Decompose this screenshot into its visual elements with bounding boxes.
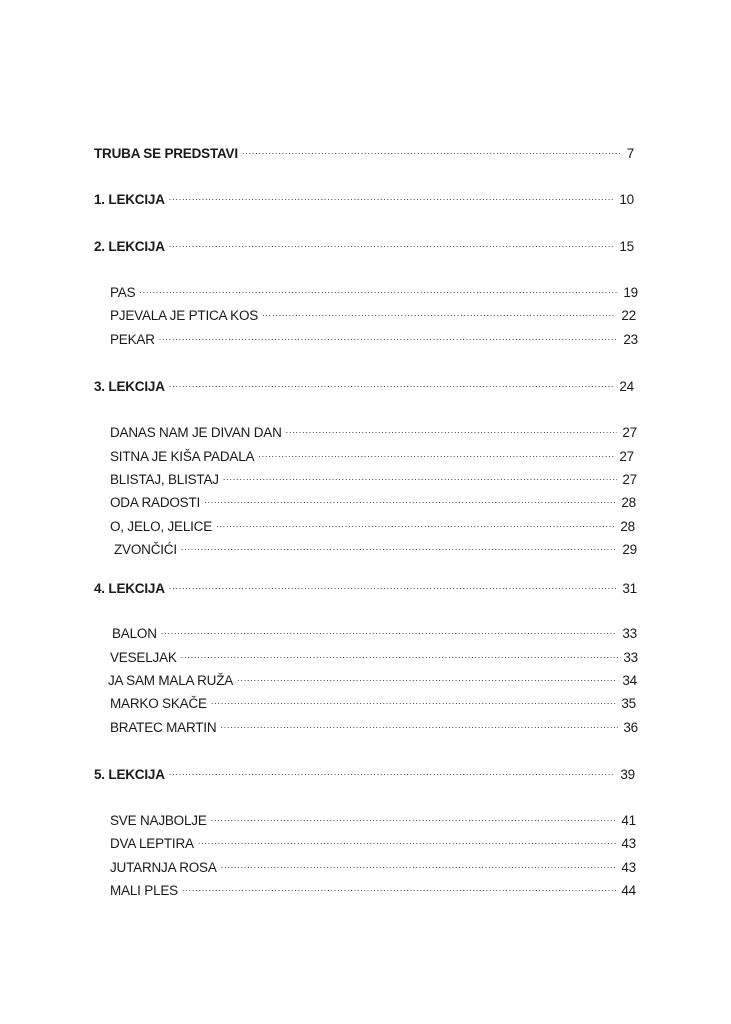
dot-leader [181, 538, 617, 554]
toc-entry [110, 716, 638, 736]
toc-entry-title: SVE NAJBOLJE [110, 813, 207, 828]
toc-entry-page: 7 [626, 146, 634, 161]
toc-entry-page: 36 [623, 720, 638, 735]
dot-leader [169, 763, 616, 779]
toc-entry-title: MARKO SKAČE [110, 696, 207, 711]
toc-entry-title: DANAS NAM JE DIVAN DAN [110, 425, 282, 440]
toc-entry-title: 3. LEKCIJA [94, 379, 165, 394]
dot-leader [220, 716, 618, 732]
toc-entry [110, 832, 636, 852]
toc-entry [110, 468, 637, 488]
toc-entry [110, 421, 637, 441]
toc-entry-title: O, JELO, JELICE [110, 519, 213, 534]
toc-entry [108, 669, 637, 689]
toc-entry-title: TRUBA SE PREDSTAVI [94, 146, 238, 161]
toc-entry-page: 41 [621, 813, 636, 828]
toc-entry-page: 27 [622, 425, 637, 440]
toc-entry-title: DVA LEPTIRA [110, 836, 194, 851]
toc-entry-title: BALON [112, 626, 157, 641]
toc-entry-page: 31 [622, 581, 637, 596]
toc-entry-title: 2. LEKCIJA [94, 239, 165, 254]
toc-entry [110, 692, 636, 712]
dot-leader [198, 832, 617, 848]
dot-leader [237, 669, 617, 685]
toc-entry-page: 35 [621, 696, 636, 711]
toc-entry-title: VESELJAK [110, 650, 177, 665]
toc-entry [110, 328, 638, 348]
toc-entry-title: ZVONČIĆI [114, 542, 177, 557]
toc-entry [94, 235, 634, 255]
dot-leader [211, 809, 617, 825]
dot-leader [258, 445, 614, 461]
dot-leader [286, 421, 618, 437]
toc-entry [114, 538, 637, 558]
dot-leader [242, 142, 622, 158]
toc-entry-page: 23 [623, 332, 638, 347]
toc-entry [94, 763, 635, 783]
toc-entry [110, 879, 636, 899]
toc-entry-title: 4. LEKCIJA [94, 581, 165, 596]
toc-entry-page: 22 [621, 308, 636, 323]
toc-entry-page: 10 [619, 192, 634, 207]
toc-entry-page: 33 [622, 626, 637, 641]
toc-entry [94, 577, 637, 597]
toc-entry [94, 142, 634, 162]
toc-entry [110, 809, 636, 829]
toc-entry-title: SITNA JE KIŠA PADALA [110, 449, 255, 464]
toc-entry-title: MALI PLES [110, 883, 178, 898]
toc-entry [110, 304, 636, 324]
toc-entry-page: 27 [619, 449, 634, 464]
dot-leader [262, 304, 616, 320]
dot-leader [181, 646, 619, 662]
toc-entry [110, 281, 638, 301]
toc-entry-title: PAS [110, 285, 136, 300]
toc-entry [110, 515, 635, 535]
toc-entry-page: 34 [622, 673, 637, 688]
dot-leader [216, 515, 615, 531]
dot-leader [211, 692, 617, 708]
dot-leader [139, 281, 618, 297]
toc-entry-page: 29 [622, 542, 637, 557]
dot-leader [169, 235, 615, 251]
toc-entry [112, 622, 637, 642]
toc-entry [94, 188, 634, 208]
dot-leader [204, 491, 616, 507]
dot-leader [221, 856, 617, 872]
toc-entry-page: 44 [621, 883, 636, 898]
dot-leader [223, 468, 618, 484]
toc-entry-page: 39 [620, 767, 635, 782]
toc-entry-page: 33 [623, 650, 638, 665]
toc-entry-page: 43 [621, 836, 636, 851]
dot-leader [159, 328, 619, 344]
toc-entry-page: 28 [621, 495, 636, 510]
toc-entry [110, 646, 638, 666]
toc-entry-title: BRATEC MARTIN [110, 720, 217, 735]
dot-leader [182, 879, 616, 895]
toc-entry-page: 24 [619, 379, 634, 394]
toc-entry-title: ODA RADOSTI [110, 495, 201, 510]
toc-entry-title: PJEVALA JE PTICA KOS [110, 308, 259, 323]
toc-entry [94, 375, 634, 395]
toc-entry-page: 27 [622, 472, 637, 487]
toc-entry [110, 445, 634, 465]
toc-entry [110, 491, 636, 511]
toc-entry-title: BLISTAJ, BLISTAJ [110, 472, 219, 487]
toc-entry [110, 856, 636, 876]
toc-entry-title: 5. LEKCIJA [94, 767, 165, 782]
toc-entry-title: JUTARNJA ROSA [110, 860, 217, 875]
dot-leader [169, 577, 618, 593]
dot-leader [169, 375, 615, 391]
toc-entry-page: 15 [619, 239, 634, 254]
toc-entry-page: 19 [623, 285, 638, 300]
toc-entry-page: 28 [620, 519, 635, 534]
dot-leader [169, 188, 615, 204]
toc-entry-title: PEKAR [110, 332, 155, 347]
dot-leader [161, 622, 618, 638]
toc-entry-title: JA SAM MALA RUŽA [108, 673, 234, 688]
toc-entry-title: 1. LEKCIJA [94, 192, 165, 207]
toc-entry-page: 43 [621, 860, 636, 875]
